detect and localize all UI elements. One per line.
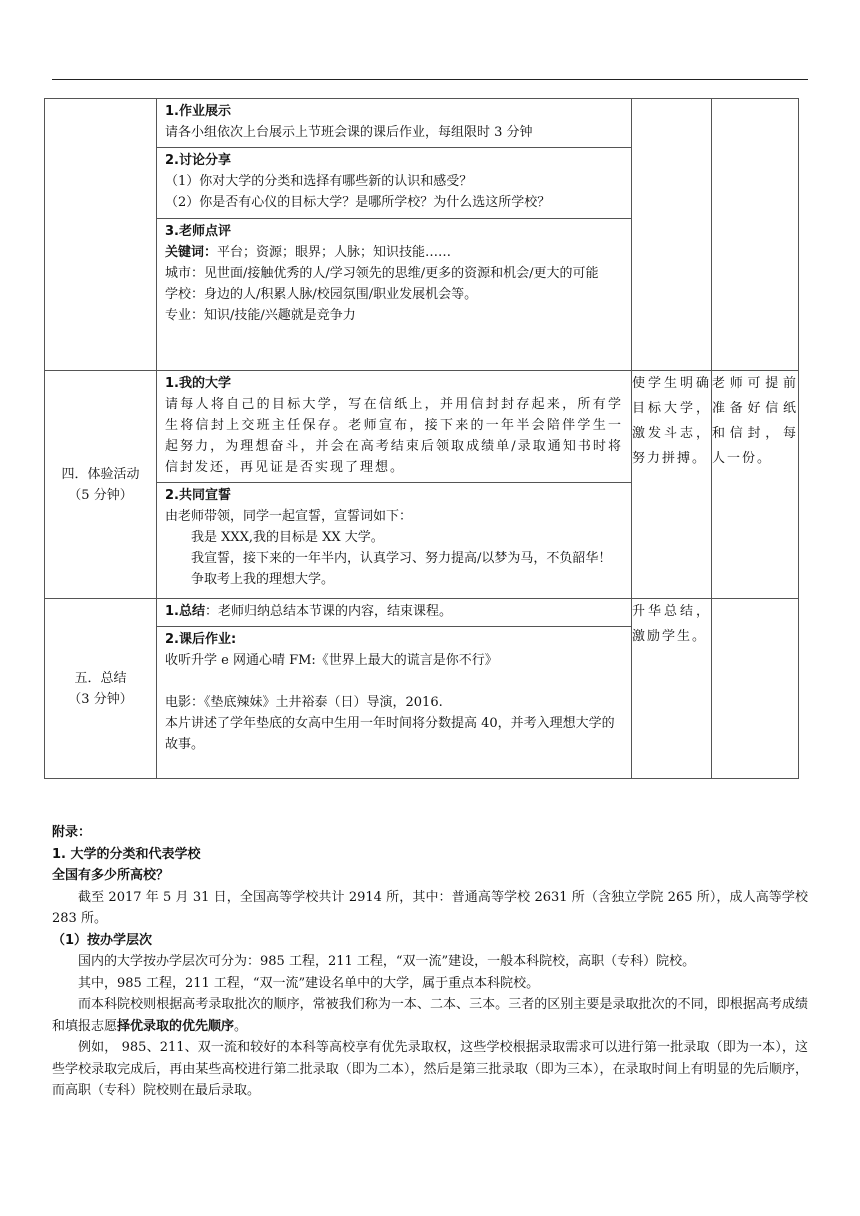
prep-cell — [712, 99, 799, 371]
review-school: 学校：身边的人/积累人脉/校园氛围/职业发展机会等。 — [165, 287, 478, 302]
lesson-plan-table — [44, 98, 799, 779]
discussion-title: 2.讨论分享 — [165, 153, 231, 168]
appendix-paragraph: 其中，985 工程，211 工程，“双一流”建设名单中的大学，属于重点本科院校。 — [78, 975, 540, 991]
table-row — [45, 99, 799, 371]
purpose-cell: 升华总结，激励学生。 — [632, 599, 712, 779]
content-cell — [157, 371, 632, 599]
table-row — [45, 371, 799, 599]
stage-title: 五．总结 — [74, 670, 127, 686]
purpose-cell: 使学生明确目标大学，激发斗志，努力拼搏。 — [632, 371, 712, 599]
oath-line2: 我宣誓，接下来的一年半内，认真学习、努力提高/以梦为马，不负韶华！争取考上我的理想大学。 — [191, 551, 612, 587]
homework-text: 请各小组依次上台展示上节班会课的课后作业，每组限时 3 分钟 — [165, 125, 533, 140]
discussion-q1: （1）你对大学的分类和选择有哪些新的认识和感受？ — [165, 174, 473, 189]
summary-text: ：老师归纳总结本节课的内容，结束课程。 — [204, 604, 452, 619]
table-row — [45, 599, 799, 779]
stage-duration: （5 分钟） — [68, 487, 133, 503]
discussion-q2: （2）你是否有心仪的目标大学？是哪所学校？为什么选这所学校？ — [165, 195, 551, 210]
review-keywords — [165, 242, 623, 263]
header-rule — [52, 79, 808, 80]
oath-intro: 由老师带领，同学一起宣誓，宣誓词如下： — [165, 509, 413, 524]
my-university-block — [157, 371, 631, 482]
after-class-title: 2.课后作业: — [165, 632, 237, 647]
appendix — [52, 822, 808, 1102]
stage-duration: （3 分钟） — [68, 691, 133, 707]
purpose-cell — [632, 99, 712, 371]
summary-block — [157, 599, 631, 626]
my-university-text: 请每人将自己的目标大学，写在信纸上，并用信封封存起来，所有学生将信封上交班主任保存。老师宣布，接下来的一年半会陪伴学生一起努力，为理想奋斗，并会在高考结束后领取成绩单/录取通知书时将信封发还，再见证是否实现了理想。 — [165, 397, 623, 475]
keywords-label: 关键词： — [165, 245, 218, 260]
appendix-section-title: 1. 大学的分类和代表学校 — [52, 846, 201, 862]
oath-title: 2.共同宣誓 — [165, 488, 231, 503]
appendix-label: 附录： — [52, 825, 92, 840]
appendix-paragraph: 截至 2017 年 5 月 31 日，全国高等学校共计 2914 所，其中：普通高等学校 2631 所（含独立学院 265 所），成人高等学校 283 所。 — [52, 889, 808, 926]
review-city: 城市：见世面/接触优秀的人/学习领先的思维/更多的资源和机会/更大的可能 — [165, 266, 599, 281]
prep-cell: 老师可提前准备好信纸和信封，每人一份。 — [712, 371, 799, 599]
after-class-block — [157, 626, 631, 759]
discussion-block — [157, 147, 631, 218]
stage-cell — [45, 599, 157, 779]
review-major: 专业：知识/技能/兴趣就是竞争力 — [165, 308, 356, 323]
homework-title: 1.作业展示 — [165, 104, 231, 119]
prep-cell — [712, 599, 799, 779]
stage-cell — [45, 99, 157, 371]
appendix-subsection-title: （1）按办学层次 — [52, 932, 153, 948]
content-cell — [157, 599, 632, 779]
after-class-movie-desc: 本片讲述了学年垫底的女高中生用一年时间将分数提高 40，并考入理想大学的故事。 — [165, 716, 615, 752]
oath-block — [157, 482, 631, 594]
after-class-movie: 电影：《垫底辣妹》土井裕泰（日）导演，2016. — [165, 695, 443, 710]
review-block — [157, 218, 631, 330]
oath-line1: 我是 XXX,我的目标是 XX 大学。 — [191, 530, 384, 545]
appendix-paragraph: 例如， 985、211、双一流和较好的本科等高校享有优先录取权，这些学校根据录取需求可以进行第一批录取（即为一本），这些学校录取完成后，再由某些高校进行第二批录取（即为二本），然后是第三批录取（即为三本），在录取时间上有明显的先后顺序，而高职（专科）院校则在最后录取。 — [52, 1040, 808, 1098]
keywords-text: 平台；资源；眼界；人脉；知识技能…… — [217, 245, 452, 260]
after-class-radio: 收听升学 e 网通心晴 FM:《世界上最大的谎言是你不行》 — [165, 653, 498, 668]
homework-block — [157, 99, 631, 147]
stage-title: 四．体验活动 — [61, 466, 140, 482]
appendix-paragraph: 国内的大学按办学层次可分为：985 工程，211 工程，“双一流”建设，一般本科院校，高职（专科）院校。 — [78, 954, 696, 969]
stage-cell — [45, 371, 157, 599]
appendix-text: 。 — [234, 1018, 248, 1034]
content-cell — [157, 99, 632, 371]
review-title: 3.老师点评 — [165, 224, 231, 239]
appendix-paragraph — [52, 994, 808, 1037]
my-university-title: 1.我的大学 — [165, 376, 231, 391]
appendix-question: 全国有多少所高校？ — [52, 868, 170, 883]
appendix-bold-text: 择优录取的优先顺序 — [117, 1018, 235, 1034]
summary-label: 1.总结 — [165, 604, 205, 619]
appendix-text: 而本科院校则根据高考录取批次的顺序，常被我们称为一本、二本、三本。三者的区别主要是录取批次的不同，即根据高考成绩和填报志愿 — [52, 997, 808, 1034]
